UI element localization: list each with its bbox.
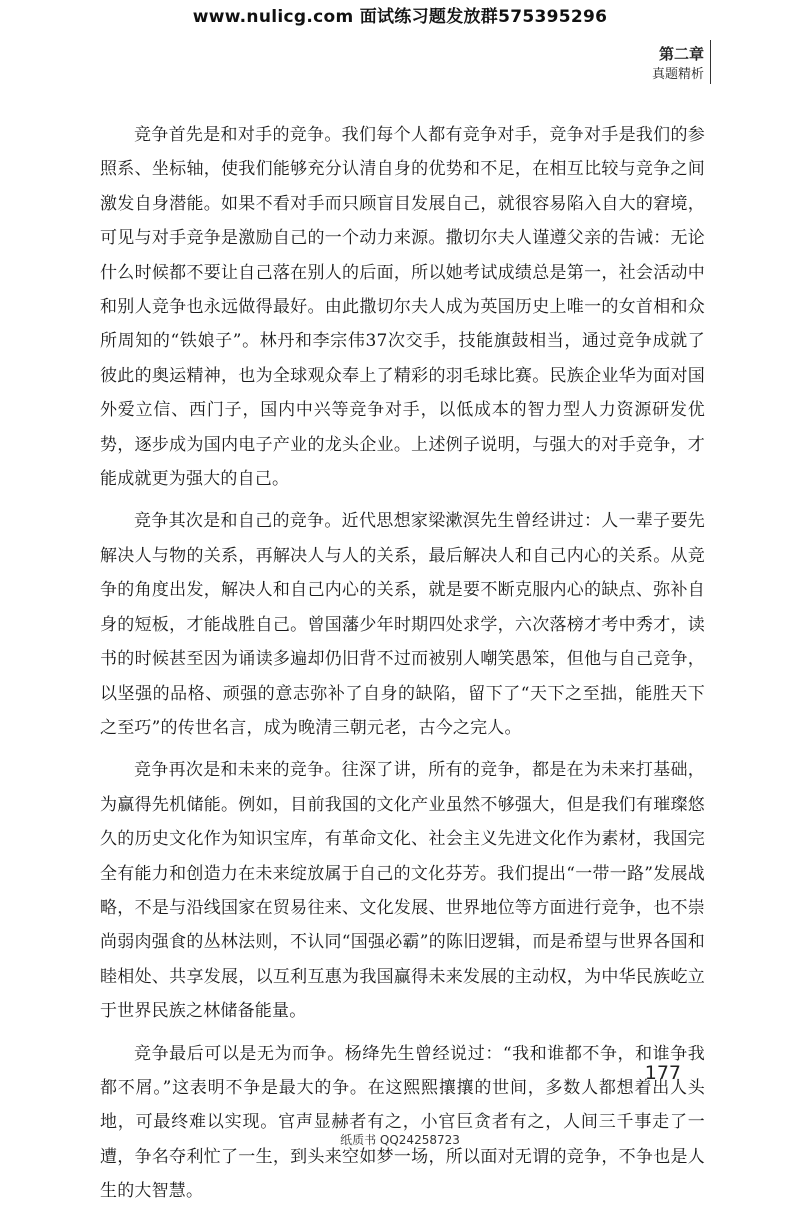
bottom-watermark: 纸质书 QQ24258723	[340, 1133, 460, 1147]
body-text	[100, 118, 705, 1217]
running-header	[652, 44, 704, 86]
header-divider	[710, 40, 711, 84]
paragraph-3: 竞争再次是和未来的竞争。往深了讲，所有的竞争，都是在为未来打基础，为赢得先机储能。例如，目前我国的文化产业虽然不够强大，但是我们有璀璨悠久的历史文化作为知识宝库，有革命文化、社会主义先进文化作为素材，我国完全有能力和创造力在未来绽放属于自己的文化芬芳。我们提出“一带一路”发展战略，不是与沿线国家在贸易往来、文化发展、世界地位等方面进行竞争，也不崇尚弱肉强食的丛林法则，不认同“国强必霸”的陈旧逻辑，而是希望与世界各国和睦相处、共享发展，以互利互惠为我国赢得未来发展的主动权，为中华民族屹立于世界民族之林储备能量。	[100, 760, 705, 1022]
paragraph-1: 竞争首先是和对手的竞争。我们每个人都有竞争对手，竞争对手是我们的参照系、坐标轴，使我们能够充分认清自身的优势和不足，在相互比较与竞争之间激发自身潜能。如果不看对手而只顾盲目发展自己，就很容易陷入自大的窘境，可见与对手竞争是激励自己的一个动力来源。撒切尔夫人谨遵父亲的告诫：无论什么时候都不要让自己落在别人的后面，所以她考试成绩总是第一，社会活动中和别人竞争也永远做得最好。由此撒切尔夫人成为英国历史上唯一的女首相和众所周知的“铁娘子”。林丹和李宗伟37次交手，技能旗鼓相当，通过竞争成就了彼此的奥运精神，也为全球观众奉上了精彩的羽毛球比赛。民族企业华为面对国外爱立信、西门子，国内中兴等竞争对手，以低成本的智力型人力资源研发优势，逐步成为国内电子产业的龙头企业。上述例子说明，与强大的对手竞争，才能成就更为强大的自己。	[100, 125, 705, 490]
page-number: 177	[644, 1062, 681, 1084]
top-watermark: www.nulicg.com 面试练习题发放群575395296	[192, 7, 608, 27]
section-label: 真题精析	[651, 67, 704, 82]
paragraph-4: 竞争最后可以是无为而争。杨绛先生曾经说过：“我和谁都不争，和谁争我都不屑。”这表明不争是最大的争。在这熙熙攘攘的世间，多数人都想着出人头地，可最终难以实现。官声显赫者有之，小官巨贪者有之，人间三千事走了一遭，争名夺利忙了一生，到头来空如梦一场，所以面对无谓的竞争，不争也是人生的大智慧。	[100, 1043, 705, 1202]
chapter-label: 第二章	[658, 45, 704, 63]
paragraph-2: 竞争其次是和自己的竞争。近代思想家梁漱溟先生曾经讲过：人一辈子要先解决人与物的关系，再解决人与人的关系，最后解决人和自己内心的关系。从竞争的角度出发，解决人和自己内心的关系，就是要不断克服内心的缺点、弥补自身的短板，才能战胜自己。曾国藩少年时期四处求学，六次落榜才考中秀才，读书的时候甚至因为诵读多遍却仍旧背不过而被别人嘲笑愚笨，但他与自己竞争，以坚强的品格、顽强的意志弥补了自身的缺陷，留下了“天下之至拙，能胜天下之至巧”的传世名言，成为晚清三朝元老，古今之完人。	[100, 511, 705, 738]
